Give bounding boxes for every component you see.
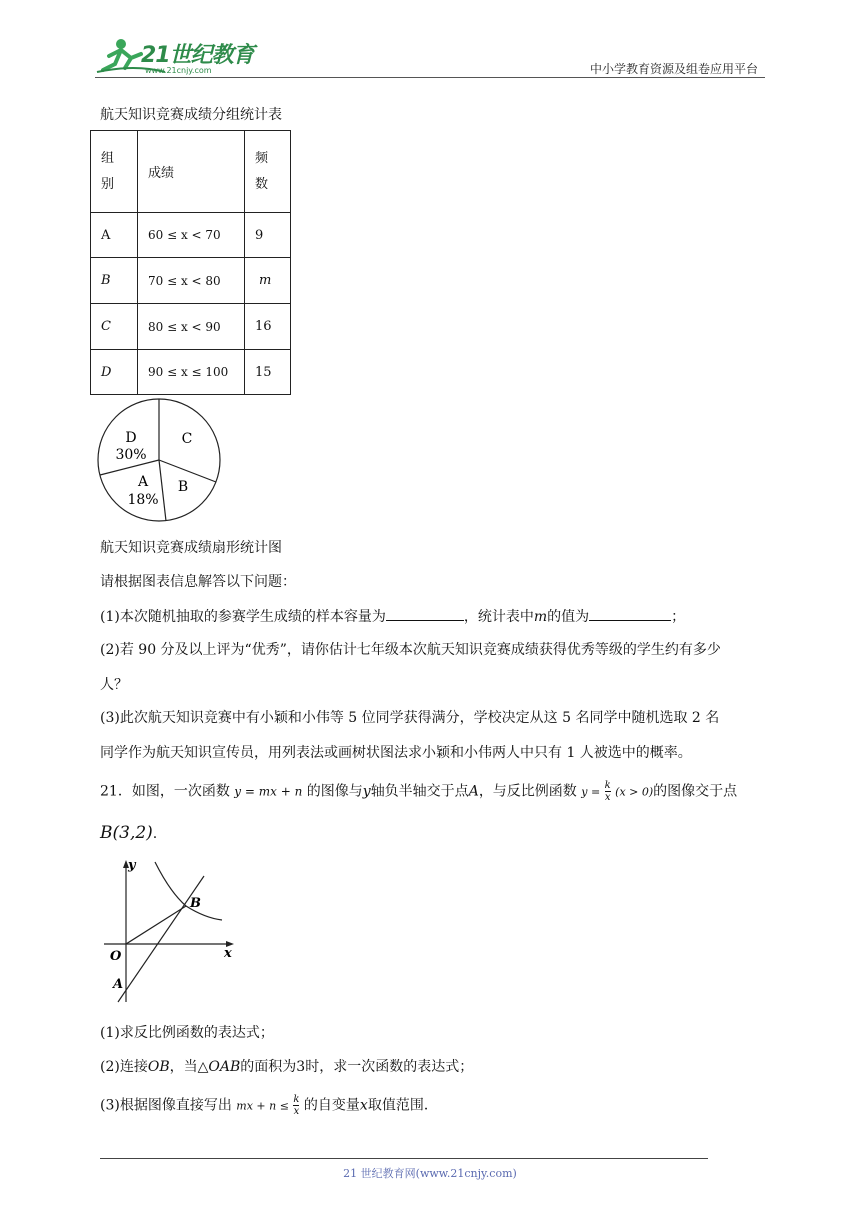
q21-part1: (1)求反比例函数的表达式； (100, 1025, 274, 1041)
pie-chart (95, 398, 225, 526)
footer-text: 21 世纪教育网(www.21cnjy.com) (343, 1167, 517, 1180)
range-cell: 90 ≤ x ≤ 100 (138, 350, 245, 395)
hyperbola-curve (155, 862, 222, 920)
freq-cell: m (245, 258, 291, 304)
q20-part1: (1)本次随机抽取的参赛学生成绩的样本容量为 ，统计表中m的值为 ； (100, 609, 686, 625)
group-cell: D (91, 350, 138, 395)
pie-caption: 航天知识竞赛成绩扇形统计图 (100, 540, 282, 556)
slice-label-b: B (177, 479, 189, 495)
group-cell: B (91, 258, 138, 304)
slice-label-a: A (137, 474, 149, 490)
table-row (91, 350, 291, 395)
frequency-table (90, 130, 291, 395)
slice-label-d: D (125, 430, 137, 446)
q20-part3-line1: (3)此次航天知识竞赛中有小颖和小伟等 5 位同学获得满分，学校决定从这 5 名同学中随机选取 2 名 (100, 710, 720, 726)
table-row (91, 304, 291, 350)
q21-stem-line1: 21．如图，一次函数 y = mx + n 的图像与y轴负半轴交于点A，与反比例函数 y = $\frac{k}{x}$ (x > 0)的图像交于点 (100, 780, 738, 803)
freq-cell: 16 (245, 304, 291, 350)
q21-part2: (2)连接OB，当△OAB的面积为3时，求一次函数的表达式； (100, 1059, 474, 1075)
range-cell: 60 ≤ x < 70 (138, 213, 245, 258)
header-group: 组别 (91, 131, 138, 213)
site-logo (95, 34, 265, 78)
slice-pct-d: 30% (115, 447, 147, 463)
table-row (91, 258, 291, 304)
logo-text: 21世纪教育 (141, 43, 254, 68)
function-graph (100, 852, 240, 1007)
freq-cell: 9 (245, 213, 291, 258)
range-cell: 70 ≤ x < 80 (138, 258, 245, 304)
slice-pct-a: 18% (127, 492, 159, 508)
slice-label-c: C (181, 431, 193, 447)
table-header-row (91, 131, 291, 213)
q20-intro: 请根据图表信息解答以下问题： (100, 574, 296, 590)
logo-url: www.21cnjy.com (145, 66, 212, 75)
table-title: 航天知识竞赛成绩分组统计表 (100, 107, 282, 123)
y-axis-label: y (128, 858, 136, 873)
header-score: 成绩 (138, 131, 245, 213)
answer-blank (386, 607, 464, 621)
q20-part3-line2: 同学作为航天知识宣传员，用列表法或画树状图法求小颖和小伟两人中只有 1 人被选中的概率。 (100, 745, 692, 761)
range-cell: 80 ≤ x < 90 (138, 304, 245, 350)
platform-name: 中小学教育资源及组卷应用平台 (589, 62, 758, 76)
linear-function: y = mx + n (234, 784, 303, 799)
fraction-k-over-x: $\frac{k}{x}$ (293, 1094, 300, 1117)
answer-blank (589, 607, 671, 621)
x-axis-label: x (224, 946, 232, 961)
q20-part2-line2: 人？ (100, 677, 128, 693)
q21-point-b: B(3,2). (100, 823, 158, 843)
linear-line (118, 876, 204, 1002)
point-a-label: A (113, 977, 124, 992)
fraction-k-over-x: $\frac{k}{x}$ (604, 780, 611, 803)
point-b-label: B (190, 896, 201, 911)
segment-ob (126, 906, 186, 944)
freq-cell: 15 (245, 350, 291, 395)
header-divider (95, 77, 765, 78)
group-cell: C (91, 304, 138, 350)
header-frequency: 频数 (245, 131, 291, 213)
pie-divider-ba (159, 460, 166, 521)
q21-part3: (3)根据图像直接写出 mx + n ≤ $\frac{k}{x}$ 的自变量x取值范围． (100, 1094, 438, 1117)
q20-part2-line1: (2)若 90 分及以上评为“优秀”，请你估计七年级本次航天知识竞赛成绩获得优秀等级的学生约有多少 (100, 642, 721, 658)
table-row (91, 213, 291, 258)
group-cell: A (91, 213, 138, 258)
footer-divider (100, 1158, 708, 1159)
origin-label: O (110, 949, 122, 964)
